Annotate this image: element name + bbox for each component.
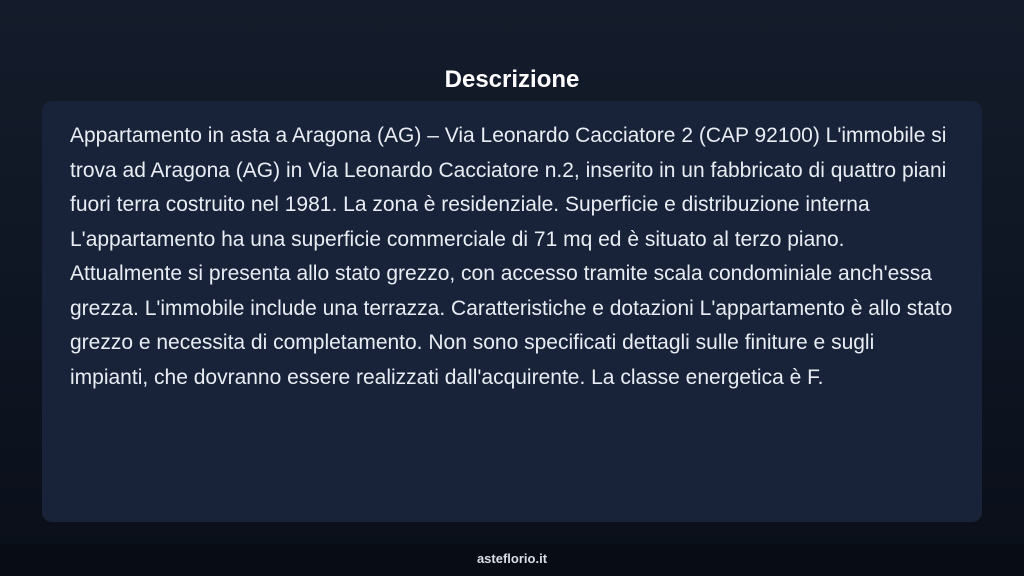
description-card [42, 101, 982, 522]
description-text: Appartamento in asta a Aragona (AG) – Via Leonardo Cacciatore 2 (CAP 92100) L'immobile si trova ad Aragona (AG) in Via Leonardo Cacciatore n.2, inserito in un fabbricato di quattro piani fuori terra costruito nel 1981. La zona è residenziale. Superficie e distribuzione interna L'appartamento ha una superficie commerciale di 71 mq ed è situato al terzo piano. Attualmente si presenta allo stato grezzo, con accesso tramite scala condominiale anch'essa grezza. L'immobile include una terrazza. Caratteristiche e dotazioni L'appartamento è allo stato grezzo e necessita di completamento. Non sono specificati dettagli sulle finiture e sugli impianti, che dovranno essere realizzati dall'acquirente. La classe energetica è F. [70, 124, 953, 389]
footer-bar [0, 544, 1024, 576]
footer-site-label: asteflorio.it [476, 551, 548, 566]
page-title: Descrizione [444, 66, 580, 94]
